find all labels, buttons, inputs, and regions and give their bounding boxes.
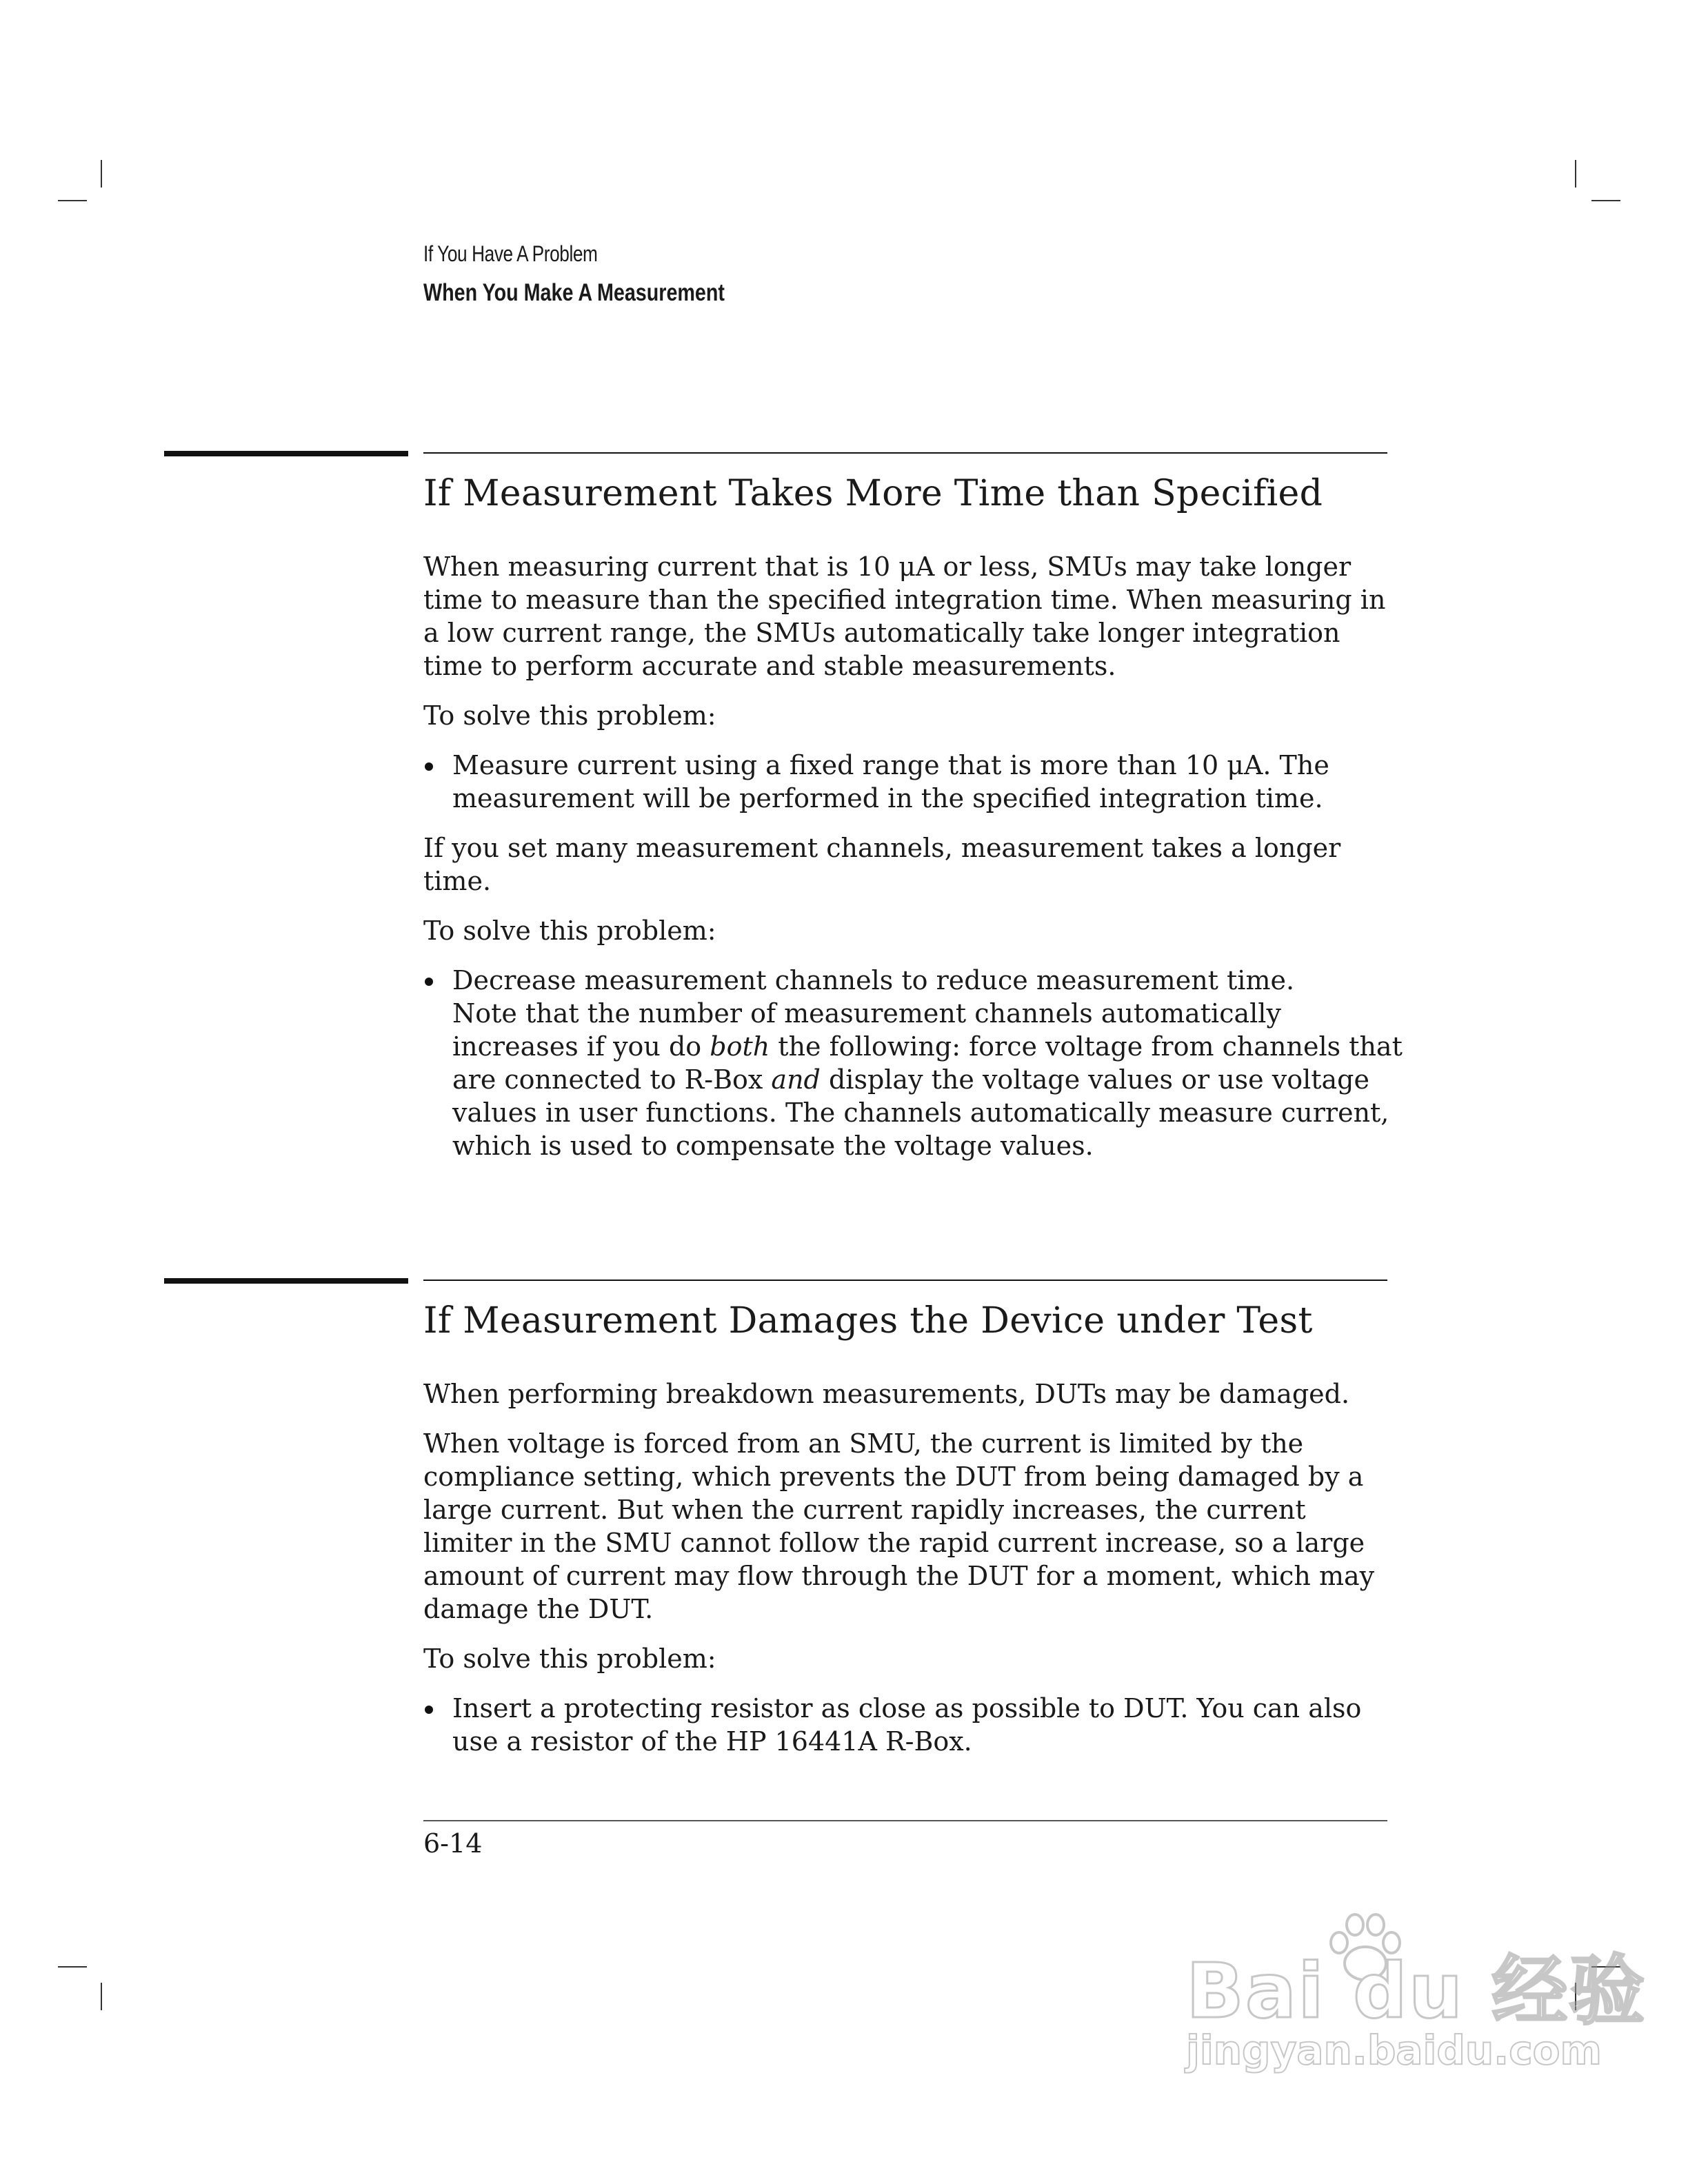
list-item-text: Measure current using a fixed range that is more than 10 μA. The measurement will be performed in the specified integration time. — [452, 750, 1329, 813]
section-title: If Measurement Takes More Time than Specified — [423, 473, 1323, 514]
note-emphasis: and — [771, 1064, 821, 1095]
solve-label: To solve this problem: — [423, 916, 716, 946]
baidu-watermark — [1186, 1910, 1647, 2103]
section-time — [423, 473, 1403, 1162]
list-item — [423, 1692, 1403, 1758]
list-item-text: Decrease measurement channels to reduce measurement time. — [452, 965, 1295, 995]
paragraph: When voltage is forced from an SMU, the current is limited by the compliance setting, which prevents the DUT from being damaged by a large current. But when the current rapidly increases, the current limiter in the SMU cannot follow the rapid current increase, so a large amount of current may flow through the DUT for a moment, which may damage the DUT. — [423, 1428, 1375, 1624]
crop-mark — [1591, 200, 1620, 201]
section-rule-thin — [423, 1280, 1387, 1281]
section-damage — [423, 1300, 1403, 1758]
watermark-logo: Bai du 经验 — [1186, 1947, 1647, 2035]
list-item-text: Insert a protecting resistor as close as possible to DUT. You can also use a resistor of the HP 16441A R-Box. — [452, 1693, 1362, 1757]
footer-rule — [423, 1820, 1387, 1821]
note-emphasis: both — [710, 1031, 770, 1062]
crop-mark — [58, 200, 87, 201]
list-item — [423, 964, 1403, 997]
note-text: the following: force voltage from channels that are connected to R-Box — [452, 1031, 1403, 1095]
section-rule-thick — [164, 1278, 408, 1284]
bullet-icon — [425, 1706, 433, 1714]
page-number: 6-14 — [423, 1828, 483, 1859]
section-rule-thick — [164, 451, 408, 456]
section-title: If Measurement Damages the Device under Test — [423, 1300, 1313, 1342]
section-rule-thin — [423, 452, 1387, 454]
solve-label: To solve this problem: — [423, 700, 716, 731]
running-header — [423, 241, 791, 307]
note-paragraph — [423, 997, 1403, 1162]
breadcrumb: If You Have A Problem — [423, 241, 598, 266]
paragraph: When performing breakdown measurements, DUTs may be damaged. — [423, 1379, 1350, 1409]
crop-mark — [58, 1966, 87, 1968]
note-text: display the voltage values or use voltage values in user functions. The channels automatically measure current, which is used to compensate the voltage values. — [452, 1064, 1389, 1161]
crop-mark — [1575, 160, 1576, 188]
note-text: Note that the number of measurement channels automatically increases if you do — [452, 998, 1281, 1062]
section-heading: When You Make A Measurement — [423, 279, 725, 306]
paragraph: When measuring current that is 10 μA or less, SMUs may take longer time to measure than the specified integration time. When measuring in a low current range, the SMUs automatically take longer integration time to perform accurate and stable measurements. — [423, 552, 1386, 681]
paragraph: If you set many measurement channels, measurement takes a longer time. — [423, 833, 1341, 896]
bullet-icon — [425, 762, 433, 771]
crop-mark — [101, 1983, 102, 2010]
bullet-icon — [425, 978, 433, 986]
list-item — [423, 749, 1403, 815]
solve-label: To solve this problem: — [423, 1644, 716, 1674]
crop-mark — [101, 160, 102, 188]
watermark-url: jingyan.baidu.com — [1186, 2027, 1602, 2074]
